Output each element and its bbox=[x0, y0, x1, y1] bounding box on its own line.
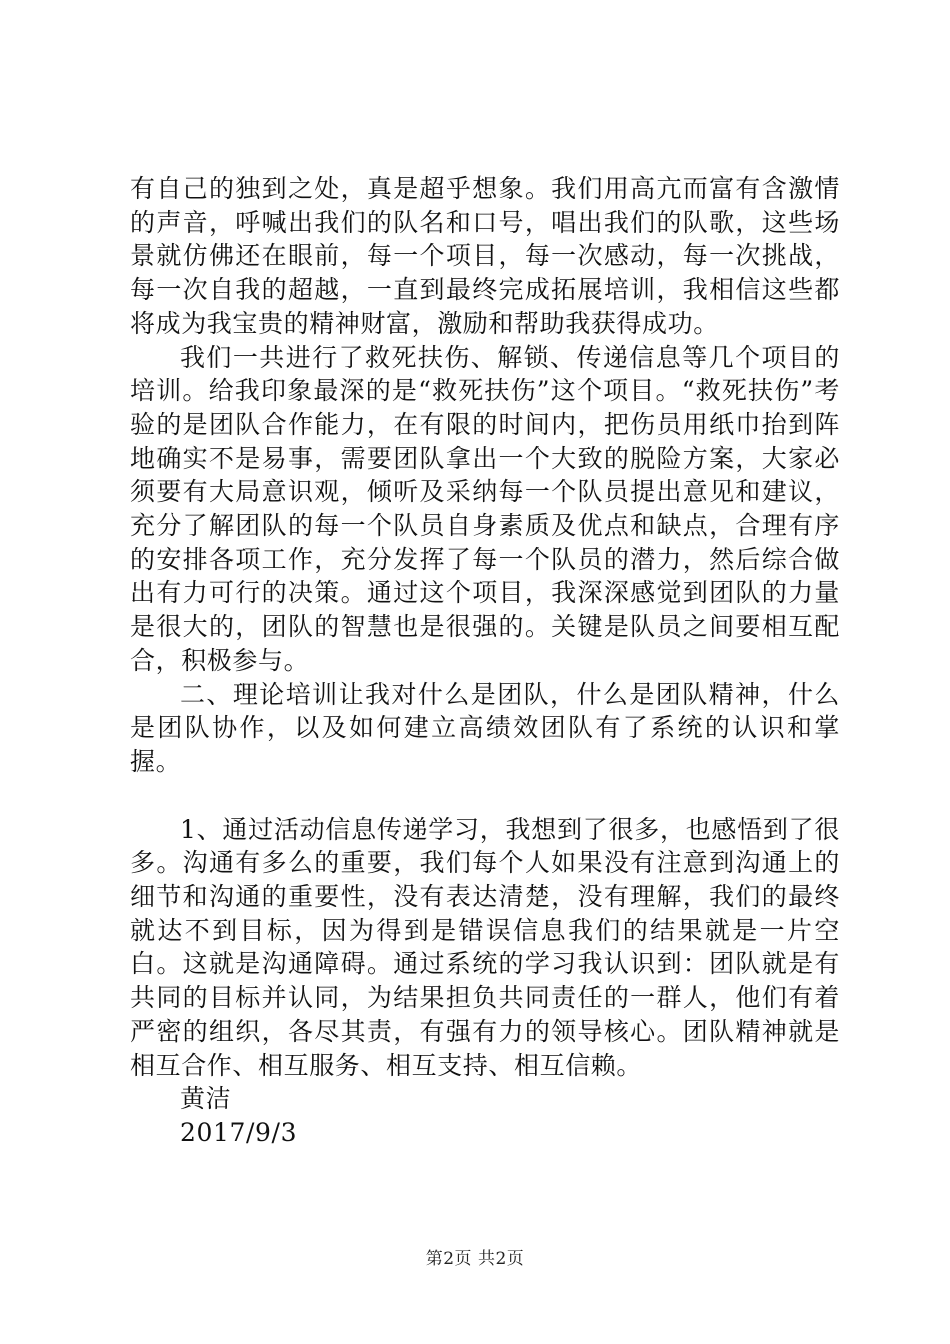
document-body bbox=[130, 172, 840, 1150]
paragraph-3: 二、理论培训让我对什么是团队，什么是团队精神，什么是团队协作，以及如何建立高绩效团队有了系统的认识和掌握。 bbox=[130, 679, 840, 776]
paragraph-4: 1、通过活动信息传递学习，我想到了很多，也感悟到了很多。沟通有多么的重要，我们每个人如果没有注意到沟通上的细节和沟通的重要性，没有表达清楚，没有理解，我们的最终就达不到目标，因为得到是错误信息我们的结果就是一片空白。这就是沟通障碍。通过系统的学习我认识到：团队就是有共同的目标并认同，为结果担负共同责任的一群人，他们有着严密的组织，各尽其责，有强有力的领导核心。团队精神就是相互合作、相互服务、相互支持、相互信赖。 bbox=[130, 814, 840, 1080]
signature-name: 黄洁 bbox=[180, 1084, 232, 1114]
signature-date: 2017/9/3 bbox=[180, 1117, 298, 1147]
paragraph-2: 我们一共进行了救死扶伤、解锁、传递信息等几个项目的培训。给我印象最深的是“救死扶伤”这个项目。“救死扶伤”考验的是团队合作能力，在有限的时间内，把伤员用纸巾抬到阵地确实不是易事，需要团队拿出一个大致的脱险方案，大家必须要有大局意识观，倾听及采纳每一个队员提出意见和建议，充分了解团队的每一个队员自身素质及优点和缺点，合理有序的安排各项工作，充分发挥了每一个队员的潜力，然后综合做出有力可行的决策。通过这个项目，我深深感觉到团队的力量是很大的，团队的智慧也是很强的。关键是队员之间要相互配合，积极参与。 bbox=[130, 342, 840, 675]
page-footer bbox=[0, 1244, 950, 1269]
paragraph-1: 有自己的独到之处，真是超乎想象。我们用高亢而富有含激情的声音，呼喊出我们的队名和口号，唱出我们的队歌，这些场景就仿佛还在眼前，每一个项目，每一次感动，每一次挑战，每一次自我的超越，一直到最终完成拓展培训，我相信这些都将成为我宝贵的精神财富，激励和帮助我获得成功。 bbox=[130, 174, 840, 338]
page-number-label: 第2页 共2页 bbox=[425, 1249, 525, 1269]
